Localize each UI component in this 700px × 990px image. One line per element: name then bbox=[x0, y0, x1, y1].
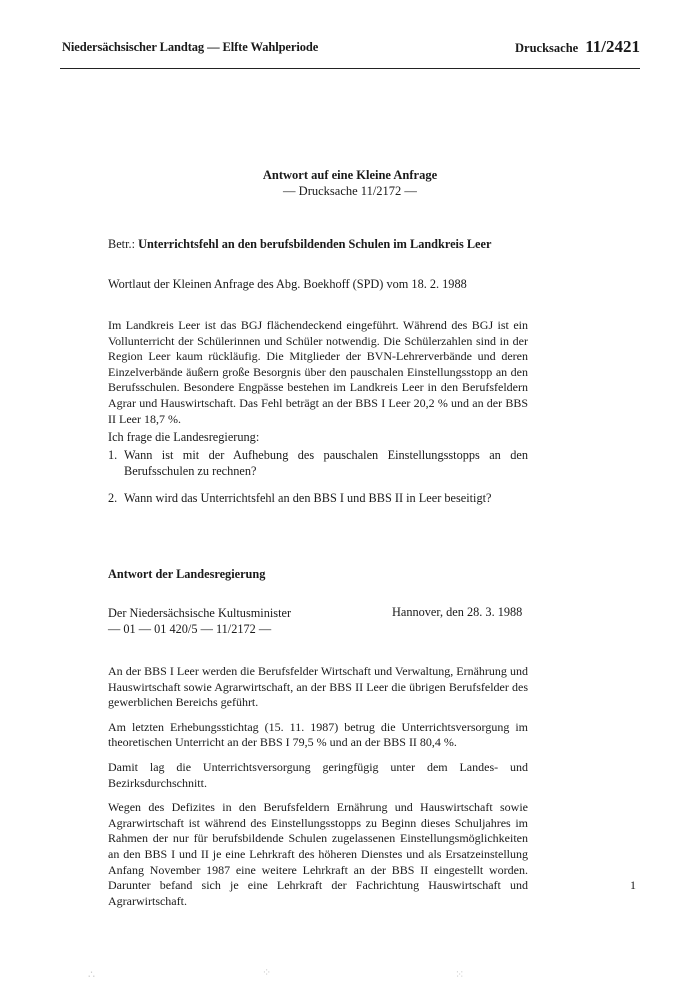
place-date: Hannover, den 28. 3. 1988 bbox=[392, 605, 523, 619]
sender-reference: — 01 — 01 420/5 — 11/2172 — bbox=[108, 622, 272, 636]
scan-speck-icon: ∴ bbox=[88, 969, 96, 981]
question-number: 1. bbox=[108, 448, 118, 462]
inquiry-paragraph bbox=[108, 318, 528, 427]
page-number: 1 bbox=[630, 878, 636, 892]
subject-label: Betr.: bbox=[108, 237, 135, 251]
question-list bbox=[108, 448, 528, 519]
question-number: 2. bbox=[108, 491, 118, 506]
inquiry-wording-line: Wortlaut der Kleinen Anfrage des Abg. Boekhoff (SPD) vom 18. 2. 1988 bbox=[108, 277, 467, 291]
subject-line bbox=[108, 237, 491, 252]
answer-paragraph: Am letzten Erhebungsstichtag (15. 11. 1987) betrug die Unterrichtsversorgung im theoretischen Unterricht an der BBS I 79,5 % und an der BBS II 80,4 %. bbox=[108, 719, 528, 750]
sender-block bbox=[108, 605, 291, 637]
scan-speck-icon: ⁙ bbox=[455, 969, 466, 981]
document-subtitle: — Drucksache 11/2172 — bbox=[283, 184, 417, 198]
scan-speck-icon: ⁘ bbox=[262, 967, 273, 979]
answer-heading: Antwort der Landesregierung bbox=[108, 567, 266, 581]
subject-text: Unterrichtsfehl an den berufsbildenden Schulen im Landkreis Leer bbox=[138, 237, 492, 251]
question-text: Wann wird das Unterrichtsfehl an den BBS I und BBS II in Leer beseitigt? bbox=[124, 491, 492, 506]
question-item bbox=[108, 448, 528, 479]
question-text: Wann ist mit der Aufhebung des pauschalen Einstellungsstopps an den Berufsschulen zu rechnen? bbox=[124, 448, 528, 478]
sender-ministry: Der Niedersächsische Kultusminister bbox=[108, 606, 292, 620]
answer-paragraph: Wegen des Defizites in den Berufsfeldern Ernährung und Hauswirtschaft sowie Agrarwirtschaft ist während des Einstellungsstopps zu Beginn dieses Schuljahres im Rahmen der nur für berufsbildende Schulen zugelassenen Einstellungsmöglichkeiten an den BBS I und II je eine Lehrkraft des höheren Dienstes und als Ersatzeinstellung Anfang November 1987 eine weitere Lehrkraft an der BBS II eingestellt worden. Darunter befand sich je eine Lehrkraft der Fachrichtung Hauswirtschaft und Agrarwirtschaft. bbox=[108, 800, 528, 908]
inquiry-text: Im Landkreis Leer ist das BGJ flächendeckend eingeführt. Während des BGJ ist ein Vollunterricht der Schülerinnen und Schüler notwendig. Die Schülerzahlen sind in der Region Leer kaum rückläufig. Die Mitglieder der BVN-Lehrerverbände und deren Einzelverbände äußern große Besorgnis über den pauschalen Einstellungsstopp an den Berufsschulen. Besondere Engpässe bestehen im Landkreis Leer in den Berufsfeldern Agrar und Hauswirtschaft. Das Fehl beträgt an der BBS I Leer 20,2 % und an der BBS II Leer 18,7 %. bbox=[108, 318, 528, 426]
answer-paragraph: An der BBS I Leer werden die Berufsfelder Wirtschaft und Verwaltung, Ernährung und Hauswirtschaft sowie Agrarwirtschaft, an der BBS II Leer die übrigen Berufsfelder des gewerblichen Bereichs geführt. bbox=[108, 664, 528, 710]
document-title: Antwort auf eine Kleine Anfrage bbox=[262, 168, 438, 182]
header-document-number bbox=[515, 37, 640, 57]
question-intro: Ich frage die Landesregierung: bbox=[108, 430, 260, 444]
header-parliament: Niedersächsischer Landtag — Elfte Wahlperiode bbox=[62, 40, 319, 54]
header-rule bbox=[60, 68, 640, 69]
header-drucksache-label: Drucksache bbox=[515, 41, 579, 55]
header-drucksache-number: 11/2421 bbox=[585, 37, 640, 56]
answer-body bbox=[108, 664, 528, 918]
answer-paragraph: Damit lag die Unterrichtsversorgung geringfügig unter dem Landes- und Bezirksdurchschnitt. bbox=[108, 759, 528, 790]
question-item bbox=[108, 491, 528, 507]
